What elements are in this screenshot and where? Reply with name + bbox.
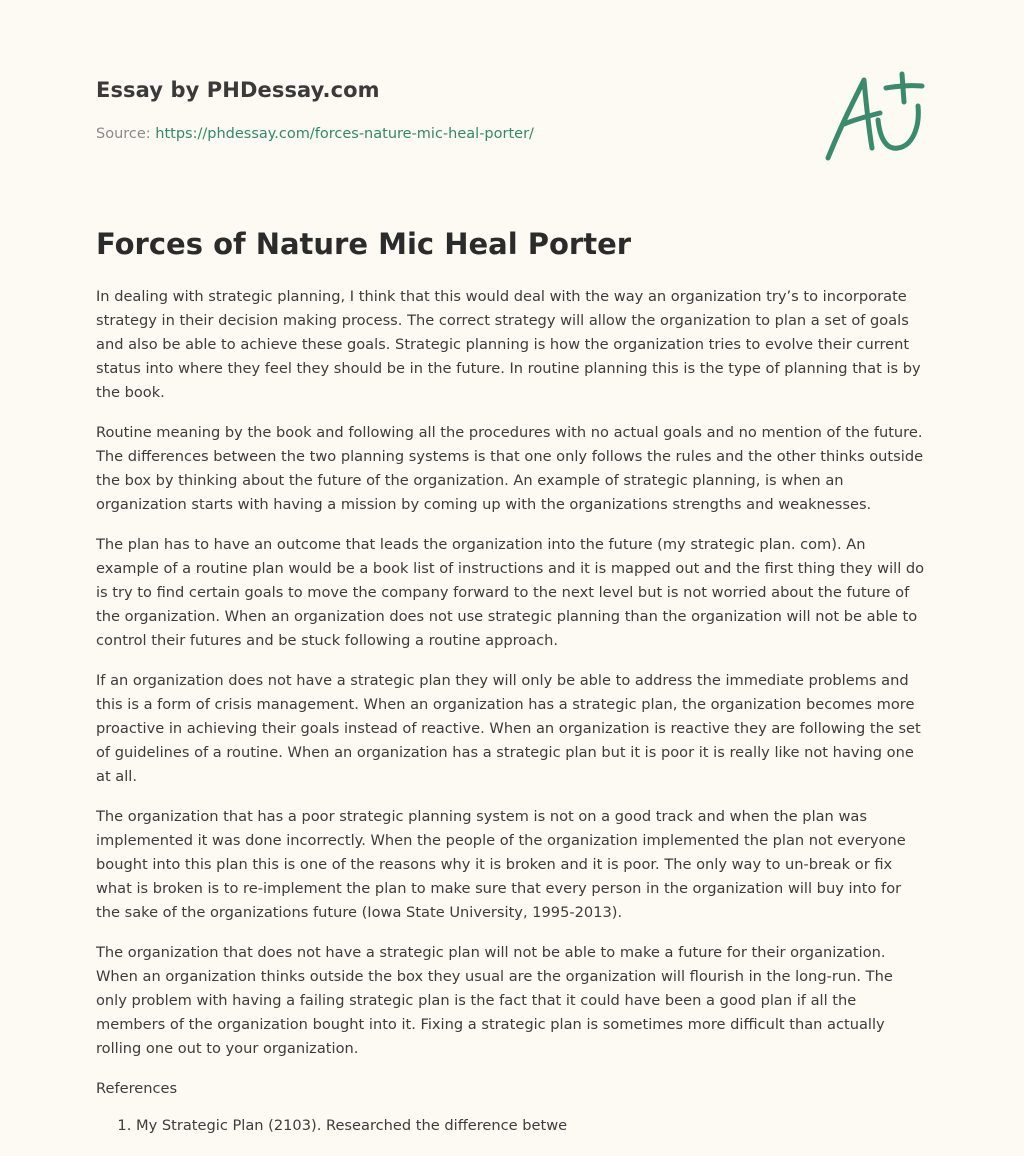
site-brand: Essay by PHDessay.com [96,78,380,102]
document-header [96,76,796,144]
a-plus-grade-icon [818,66,930,166]
references-heading: References [96,1080,178,1097]
source-label: Source: [96,126,156,142]
essay-paragraph: The plan has to have an outcome that leads the organization into the future (my strategic plan. com). An example of a routine plan would be a book list of instructions and it is mapped out and the first thing they will do is try to find certain goals to move the company forward to the next level but is not worried about the future of the organization. When an organization does not use strategic planning than the organization will not be able to control their futures and be stuck following a routine approach. [96,536,925,649]
essay-paragraph: The organization that has a poor strategic planning system is not on a good track and when the plan was implemented it was done incorrectly. When the people of the organization implemented the plan not everyone bought into this plan this is one of the reasons why it is broken and it is poor. The only way to un-break or fix what is broken is to re-implement the plan to make sure that every person in the organization will buy into for the sake of the organizations future (Iowa State University, 1995-2013). [96,808,906,921]
source-link[interactable]: https://phdessay.com/forces-nature-mic-heal-porter/ [155,126,534,142]
references-list [96,1114,928,1138]
essay-paragraph: If an organization does not have a strategic plan they will only be able to address the immediate problems and this is a form of crisis management. When an organization has a strategic plan, the organization becomes more proactive in achieving their goals instead of reactive. When an organization is reactive they are following the set of guidelines of a routine. When an organization has a strategic plan but it is poor it is really like not having one at all. [96,672,921,785]
essay-title: Forces of Nature Mic Heal Porter [96,227,632,261]
reference-item: 1. My Strategic Plan (2103). Researched the difference betwe [136,1114,928,1138]
source-line [96,124,796,144]
essay-paragraph: In dealing with strategic planning, I think that this would deal with the way an organization try’s to incorporate strategy in their decision making process. The correct strategy will allow the organization to plan a set of goals and also be able to achieve these goals. Strategic planning is how the organization tries to evolve their current status into where they feel they should be in the future. In routine planning this is the type of planning that is by the book. [96,288,921,401]
essay-paragraph: Routine meaning by the book and following all the procedures with no actual goals and no mention of the future. The differences between the two planning systems is that one only follows the rules and the other thinks outside the box by thinking about the future of the organization. An example of strategic planning, is when an organization starts with having a mission by coming up with the organizations strengths and weaknesses. [96,424,924,513]
essay-paragraph: The organization that does not have a strategic plan will not be able to make a future for their organization. When an organization thinks outside the box they usual are the organization will flourish in the long-run. The only problem with having a failing strategic plan is the fact that it could have been a good plan if all the members of the organization bought into it. Fixing a strategic plan is sometimes more difficult than actually rolling one out to your organization. [96,944,893,1057]
essay-body [96,285,928,1138]
